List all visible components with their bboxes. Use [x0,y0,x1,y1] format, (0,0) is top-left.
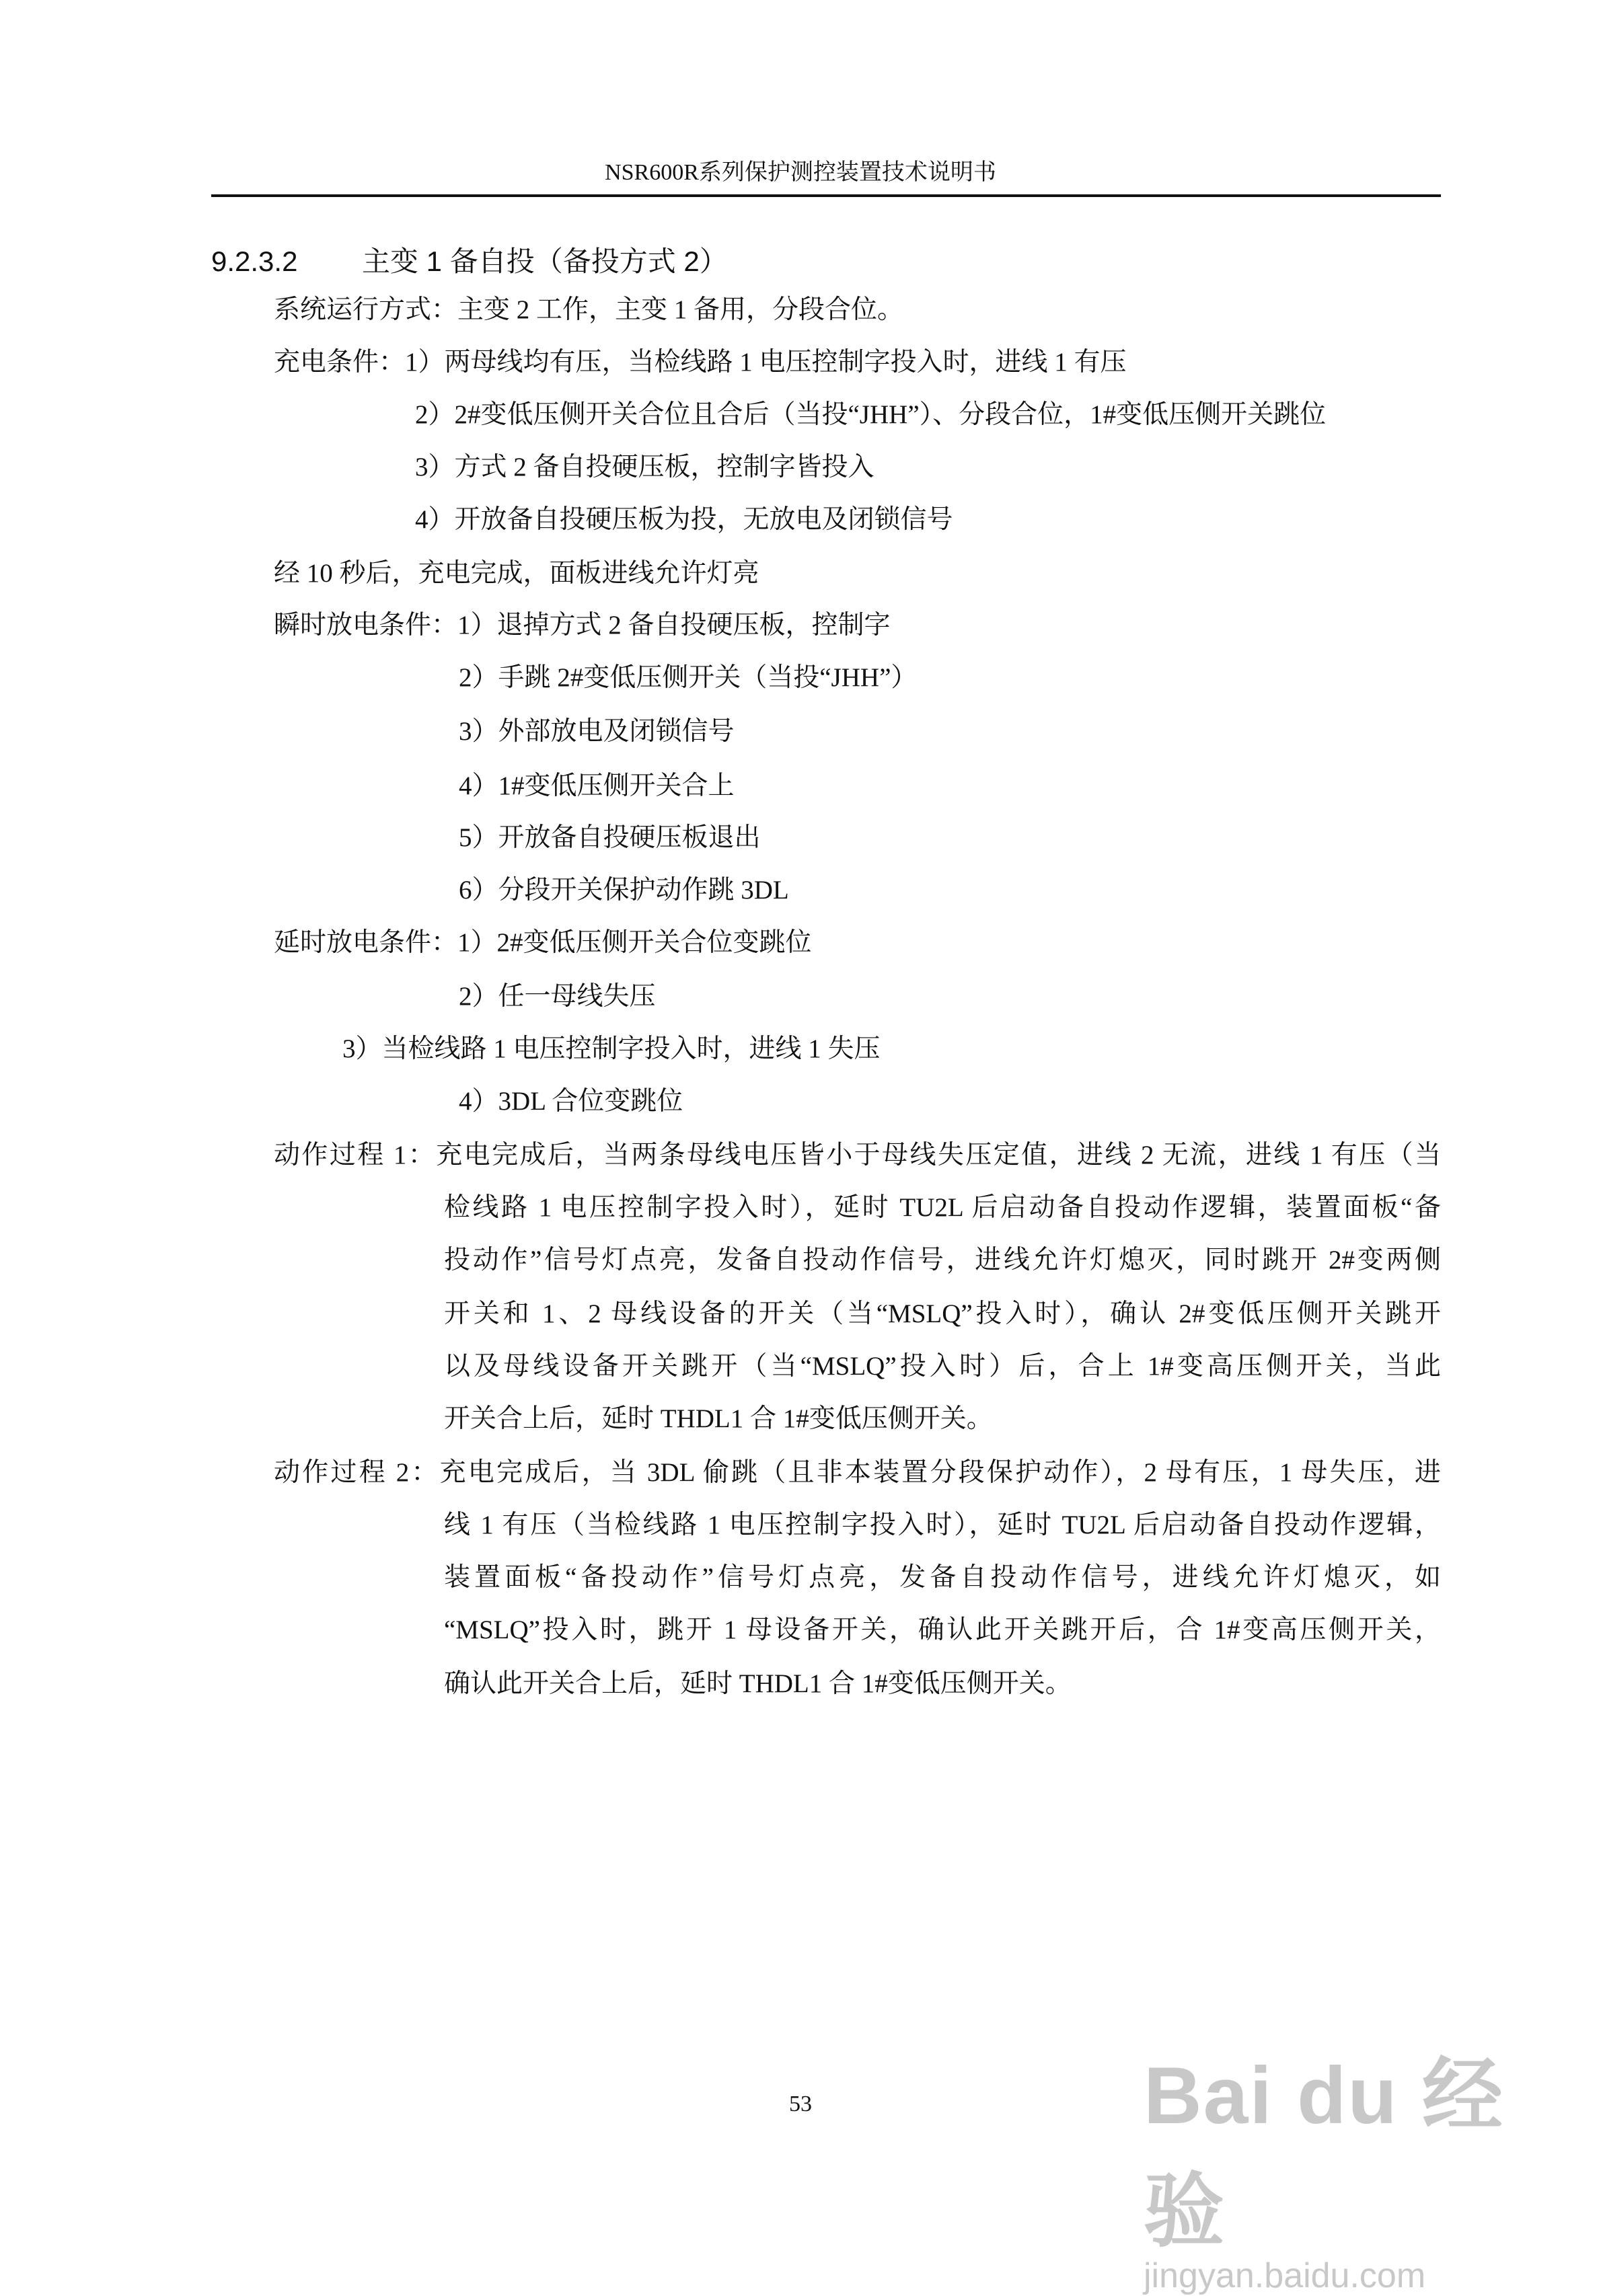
text-line: 充电条件：1）两母线均有压，当检线路 1 电压控制字投入时，进线 1 有压 [274,348,1127,377]
watermark-url: jingyan.baidu.com [1144,2256,1426,2295]
text-line: 投动作”信号灯点亮，发备自投动作信号，进线允许灯熄灭，同时跳开 2#变两侧 [444,1246,1441,1274]
text-line: 以及母线设备开关跳开（当“MSLQ”投入时）后，合上 1#变高压侧开关，当此 [444,1352,1441,1381]
text-line: 5）开放备自投硬压板退出 [459,823,761,852]
section-heading [211,239,728,280]
text-line: 检线路 1 电压控制字投入时），延时 TU2L 后启动备自投动作逻辑，装置面板“备 [444,1193,1441,1222]
text-line: 延时放电条件：1）2#变低压侧开关合位变跳位 [274,928,812,957]
text-line: 开关合上后，延时 THDL1 合 1#变低压侧开关。 [444,1404,993,1433]
section-number: 9.2.3.2 [211,245,298,277]
text-line: 装置面板“备投动作”信号灯点亮，发备自投动作信号，进线允许灯熄灭，如 [444,1563,1441,1592]
text-line: 2）2#变低压侧开关合位且合后（当投“JHH”）、分段合位，1#变低压侧开关跳位 [415,400,1327,429]
header-rule [211,194,1441,197]
text-line: 2）任一母线失压 [459,982,656,1011]
text-line: 动作过程 2：充电完成后，当 3DL 偷跳（且非本装置分段保护动作），2 母有压，1 母失压，进 [274,1458,1441,1487]
text-line: 系统运行方式：主变 2 工作，主变 1 备用，分段合位。 [274,295,904,324]
text-line: 6）分段开关保护动作跳 3DL [459,876,789,905]
text-line: 2）手跳 2#变低压侧开关（当投“JHH”） [459,663,918,692]
text-line: 3）方式 2 备自投硬压板，控制字皆投入 [415,453,874,482]
watermark-logo: Bai du 经验 [1144,2051,1505,2256]
page-number: 53 [789,2092,812,2116]
document-header: NSR600R系列保护测控装置技术说明书 [605,160,996,185]
text-line: 动作过程 1：充电完成后，当两条母线电压皆小于母线失压定值，进线 2 无流，进线 1 有压（当 [274,1141,1441,1170]
text-line: 4）1#变低压侧开关合上 [459,771,735,800]
text-line: 瞬时放电条件：1）退掉方式 2 备自投硬压板，控制字 [274,611,891,640]
text-line: 4）开放备自投硬压板为投，无放电及闭锁信号 [415,505,953,534]
baidu-jingyan-watermark [1144,2031,1520,2295]
text-line: 确认此开关合上后，延时 THDL1 合 1#变低压侧开关。 [444,1669,1072,1698]
text-line: 开关和 1、2 母线设备的开关（当“MSLQ”投入时），确认 2#变低压侧开关跳开 [444,1299,1441,1328]
text-line: 3）当检线路 1 电压控制字投入时，进线 1 失压 [342,1034,881,1063]
text-line: 线 1 有压（当检线路 1 电压控制字投入时），延时 TU2L 后启动备自投动作逻辑， [444,1510,1441,1539]
text-line: 3）外部放电及闭锁信号 [459,717,735,746]
section-title: 主变 1 备自投（备投方式 2） [362,245,728,277]
text-line: “MSLQ”投入时，跳开 1 母设备开关，确认此开关跳开后，合 1#变高压侧开关， [444,1615,1441,1644]
text-line: 经 10 秒后，充电完成，面板进线允许灯亮 [274,559,759,588]
text-line: 4）3DL 合位变跳位 [459,1087,683,1116]
